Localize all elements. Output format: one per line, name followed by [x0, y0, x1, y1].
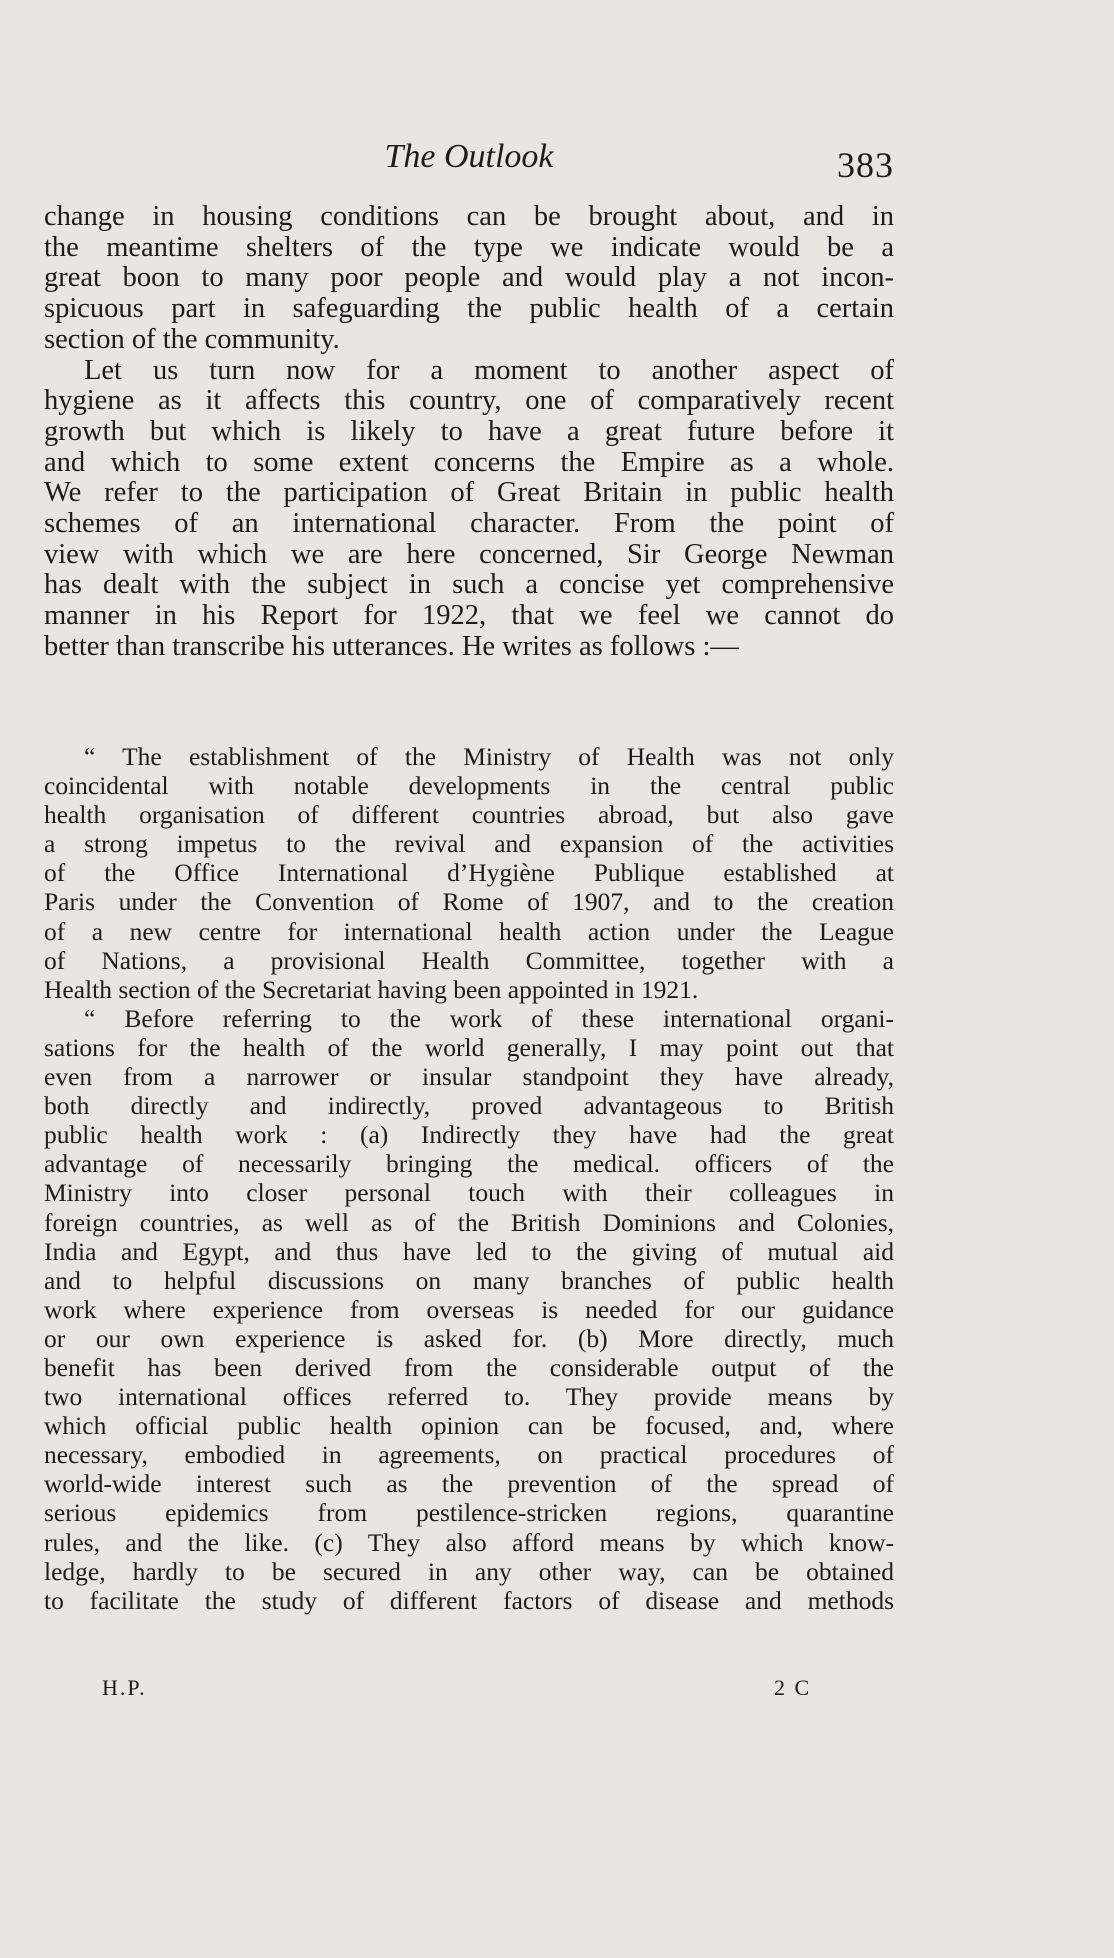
quote-line: a strong impetus to the revival and expansion of the activities: [44, 829, 894, 859]
quote-line: which official public health opinion can be focused, and, where: [44, 1411, 894, 1441]
body-line: hygiene as it affects this country, one of comparatively recent: [44, 386, 894, 417]
quote-line: world-wide interest such as the prevention of the spread of: [44, 1469, 894, 1499]
quote-line: benefit has been derived from the considerable output of the: [44, 1352, 894, 1382]
quote-line: even from a narrower or insular standpoint they have already,: [44, 1062, 894, 1092]
quote-line: Ministry into closer personal touch with their colleagues in: [44, 1178, 894, 1208]
body-line: and which to some extent concerns the Empire as a whole.: [44, 447, 894, 478]
quote-line: “ Before referring to the work of these international organi-: [84, 1003, 894, 1033]
quote-line: coincidental with notable developments in the central public: [44, 771, 894, 801]
body-line: spicuous part in safeguarding the public health of a certain: [44, 294, 894, 325]
quote-line: Health section of the Secretariat having been appointed in 1921.: [44, 974, 699, 1004]
body-line: schemes of an international character. From the point of: [44, 509, 894, 540]
quote-line: Paris under the Convention of Rome of 1907, and to the creation: [44, 887, 894, 917]
page-number: 383: [837, 145, 894, 185]
quote-line: necessary, embodied in agreements, on practical procedures of: [44, 1440, 894, 1470]
quote-line: “ The establishment of the Ministry of Health was not only: [84, 742, 894, 771]
quote-line: ledge, hardly to be secured in any other way, can be obtained: [44, 1556, 894, 1586]
quote-line: work where experience from overseas is needed for our guidance: [44, 1294, 894, 1324]
quote-line: India and Egypt, and thus have led to the giving of mutual aid: [44, 1236, 894, 1266]
body-line: better than transcribe his utterances. He writes as follows :—: [44, 631, 739, 662]
body-line: manner in his Report for 1922, that we feel we cannot do: [44, 601, 894, 632]
quote-line: foreign countries, as well as of the British Dominions and Colonies,: [44, 1207, 894, 1237]
quote-line: and to helpful discussions on many branches of public health: [44, 1265, 894, 1295]
page-footer: [44, 1675, 894, 1705]
quote-line: public health work : (a) Indirectly they have had the great: [44, 1120, 894, 1150]
page-header: [44, 138, 894, 188]
quote-line: of the Office International d’Hygiène Publique established at: [44, 858, 894, 888]
body-line: growth but which is likely to have a great future before it: [44, 416, 894, 447]
footer-signature-mark: 2 C: [774, 1675, 812, 1700]
body-line: the meantime shelters of the type we indicate would be a: [44, 232, 894, 263]
footer-signature: H.P.: [102, 1675, 147, 1700]
body-line: has dealt with the subject in such a concise yet comprehensive: [44, 570, 894, 601]
quote-line: sations for the health of the world generally, I may point out that: [44, 1032, 894, 1062]
body-line: view with which we are here concerned, Sir George Newman: [44, 539, 894, 570]
quote-line: serious epidemics from pestilence-stricken regions, quarantine: [44, 1498, 894, 1528]
body-line: Let us turn now for a moment to another aspect of: [84, 355, 894, 386]
quote-line: health organisation of different countries abroad, but also gave: [44, 800, 894, 830]
quote-line: rules, and the like. (c) They also afford means by which know-: [44, 1527, 894, 1557]
body-line: We refer to the participation of Great Britain in public health: [44, 478, 894, 509]
body-line: section of the community.: [44, 324, 340, 355]
running-title: The Outlook: [384, 138, 554, 175]
body-line: great boon to many poor people and would play a not incon-: [44, 263, 894, 294]
body-text: [44, 202, 894, 663]
quote-line: two international offices referred to. They provide means by: [44, 1382, 894, 1412]
quote-line: of Nations, a provisional Health Committee, together with a: [44, 945, 894, 975]
quote-line: both directly and indirectly, proved advantageous to British: [44, 1091, 894, 1121]
body-line: change in housing conditions can be brought about, and in: [44, 202, 894, 232]
quoted-report: [44, 742, 894, 1615]
quote-line: of a new centre for international health action under the League: [44, 916, 894, 946]
quote-line: to facilitate the study of different factors of disease and methods: [44, 1585, 894, 1615]
quote-line: or our own experience is asked for. (b) More directly, much: [44, 1323, 894, 1353]
quote-line: advantage of necessarily bringing the medical. officers of the: [44, 1149, 894, 1179]
